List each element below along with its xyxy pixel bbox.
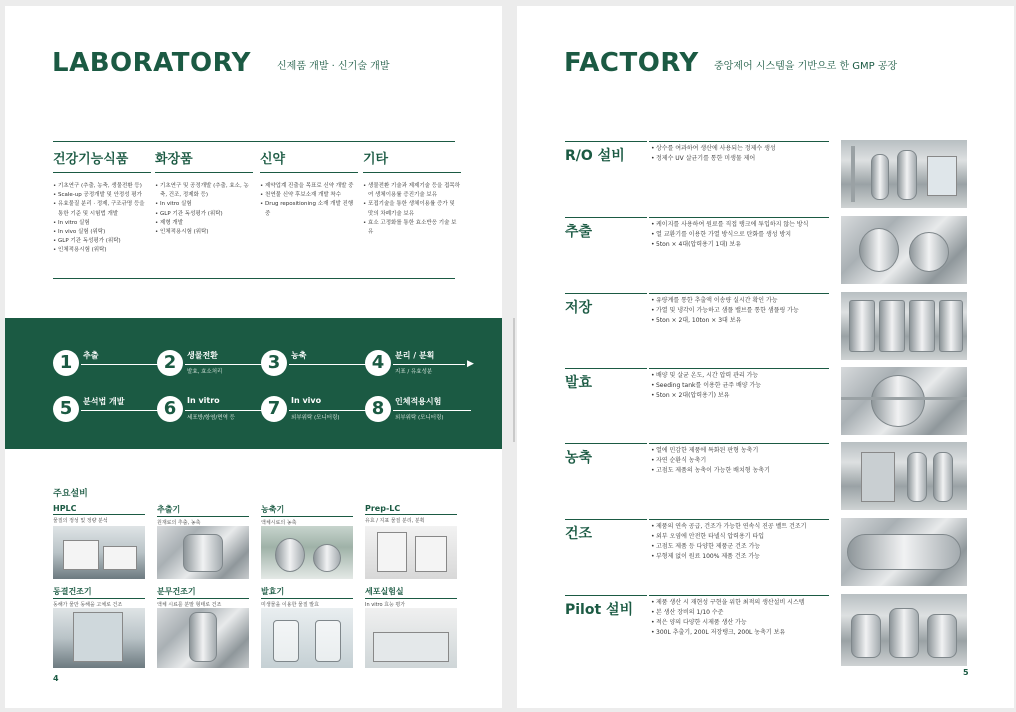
category-item: • 인체적용시험 (위탁): [155, 228, 253, 237]
factory-row: [565, 519, 965, 591]
category-item: • In vitro 실험: [53, 219, 151, 228]
equipment-card: [365, 504, 457, 584]
row-rule: [565, 443, 647, 444]
step-subtitle: 외부위탁 (모니터링): [395, 415, 444, 421]
freeze-dryer-photo: [53, 608, 145, 668]
equipment-name: HPLC: [53, 504, 145, 515]
page-number: 5: [963, 668, 969, 677]
category-column: [155, 148, 253, 237]
process-step: [53, 396, 163, 426]
row-rule: [565, 595, 647, 596]
step-connector: [81, 364, 159, 365]
row-item: • 본 생산 장비의 1/10 수준: [651, 608, 805, 618]
process-step: [261, 396, 371, 426]
row-rule: [565, 519, 647, 520]
category-column: [53, 148, 151, 256]
process-step: [365, 350, 475, 380]
equipment-description: 동해가 물만 동해을 고체로 건조: [53, 602, 123, 608]
equipment-name: Prep-LC: [365, 504, 457, 515]
page-number: 4: [53, 674, 59, 683]
step-number: 5: [53, 396, 79, 422]
step-number: 2: [157, 350, 183, 376]
row-item: • 상수를 여과하여 생산에 사용되는 정제수 생성: [651, 144, 776, 154]
left-page: [5, 6, 502, 708]
step-connector: [393, 364, 465, 365]
category-item: • 인체적용시험 (위탁): [53, 246, 151, 255]
spray-dryer-photo: [157, 608, 249, 668]
equipment-name: 발효기: [261, 586, 353, 599]
page-subtitle: 중앙제어 시스템을 기반으로 한 GMP 공장: [714, 61, 898, 72]
step-subtitle: 지표 / 유효성분: [395, 369, 433, 375]
category-item: • 천연물 신약 후보소재 개발 착수: [260, 191, 358, 200]
category-item: • 생물전환 기술과 제제기술 등을 접목하여 생체이용률 증진기술 보유: [363, 182, 461, 200]
category-column: [363, 148, 461, 237]
row-item: • 고점도 제품의 농축이 가능한 배치형 농축기: [651, 466, 770, 476]
row-item: • 가열 및 냉각이 가능하고 샘플 밸브를 통한 샘플링 가능: [651, 306, 799, 316]
category-item: • GLP 기관 독성평가 (위탁): [155, 210, 253, 219]
step-connector: [393, 410, 471, 411]
step-title: 추출: [83, 351, 99, 360]
dryer-photo: [841, 518, 967, 586]
row-item: • 부형제 없이 원료 100% 제품 건조 가능: [651, 552, 806, 562]
hplc-photo: [53, 526, 145, 579]
step-connector: [185, 364, 263, 365]
factory-row: [565, 217, 965, 289]
row-item: • 고점도 제품 등 다양한 제품군 건조 가능: [651, 542, 806, 552]
row-item: • 자연 순환식 농축기: [651, 456, 770, 466]
process-step: [157, 396, 267, 426]
equipment-card: [53, 586, 145, 666]
equipment-description: 액체시료의 농축: [261, 520, 297, 526]
equipment-card: [53, 504, 145, 584]
equipment-name: 세포실험실: [365, 586, 457, 599]
step-connector: [289, 364, 367, 365]
row-item: • 열에 민감한 제품에 특화된 판형 농축기: [651, 446, 770, 456]
row-rule: [649, 293, 829, 294]
equipment-description: 물질의 정성 및 정량 분석: [53, 518, 108, 524]
category-title: 기타: [363, 148, 461, 173]
process-step: [365, 396, 475, 426]
category-title: 화장품: [155, 148, 253, 173]
factory-row: [565, 368, 965, 440]
concentration-photo: [841, 442, 967, 510]
category-item: • 유효물질 분리 · 정제, 구조규명 등을 통한 기준 및 시험법 개발: [53, 200, 151, 218]
process-step: [157, 350, 267, 380]
equipment-heading: 주요설비: [53, 489, 88, 499]
row-rule: [649, 443, 829, 444]
pilot-equipment-photo: [841, 594, 967, 666]
category-item: • In vitro 실험: [155, 200, 253, 209]
step-subtitle: 세포방/항염/면역 등: [187, 415, 235, 421]
step-subtitle: 발효, 효소처리: [187, 369, 223, 375]
prep-lc-photo: [365, 526, 457, 579]
row-title: 추출: [565, 224, 593, 240]
process-band: [5, 318, 502, 449]
process-step: [53, 350, 163, 380]
category-item: • 제형 개발: [155, 219, 253, 228]
equipment-card: [261, 504, 353, 584]
step-number: 6: [157, 396, 183, 422]
category-item: • Scale-up 공정개발 및 안정성 평가: [53, 191, 151, 200]
factory-row: [565, 293, 965, 365]
equipment-name: 농축기: [261, 504, 353, 517]
equipment-description: In vitro 효능 평가: [365, 602, 406, 608]
step-connector: [289, 410, 367, 411]
row-rule: [649, 595, 829, 596]
row-item: • 유량계를 통한 추출액 이송량 실시간 확인 가능: [651, 296, 799, 306]
step-title: 인체적용시험: [395, 397, 442, 406]
row-item: • 열 교환기를 이용한 가열 방식으로 탄화를 생성 방지: [651, 230, 808, 240]
factory-row: [565, 141, 965, 213]
storage-tank-photo: [841, 292, 967, 360]
arrow-right-icon: ▶: [467, 359, 474, 369]
row-rule: [649, 519, 829, 520]
step-title: 분석법 개발: [83, 397, 125, 406]
equipment-name: 분무건조기: [157, 586, 249, 599]
row-rule: [565, 293, 647, 294]
row-title: Pilot 설비: [565, 602, 634, 618]
row-rule: [565, 217, 647, 218]
extraction-photo: [841, 216, 967, 284]
page-divider: [513, 318, 515, 442]
equipment-description: 유효 / 지표 물질 분리, 분획: [365, 518, 425, 524]
category-item: • Drug repositioning 소재 개발 진행 중: [260, 200, 358, 218]
category-item: • In vivo 실험 (위탁): [53, 228, 151, 237]
category-item: • GLP 기관 독성평가 (위탁): [53, 237, 151, 246]
equipment-card: [157, 586, 249, 666]
step-connector: [81, 410, 159, 411]
row-item: • 제품 생산 시 재현성 구현을 위한 최적의 생산설비 시스템: [651, 598, 805, 608]
category-top-rule: [53, 141, 455, 142]
category-item: • 효소 고정화를 통한 효소반응 기술 보유: [363, 219, 461, 237]
equipment-description: 액체 시료를 분말 형태로 건조: [157, 602, 222, 608]
process-step: [261, 350, 371, 380]
equipment-description: 원재료의 추출, 농축: [157, 520, 201, 526]
fermenter-photo: [261, 608, 353, 668]
row-title: 저장: [565, 300, 593, 316]
category-item: • 포접기술을 통한 생체이용률 증가 및 맛의 차폐기술 보유: [363, 200, 461, 218]
equipment-card: [157, 504, 249, 584]
factory-row: [565, 443, 965, 515]
row-item: • 배양 및 살균 온도, 시간 압력 관리 가능: [651, 371, 761, 381]
row-item: • 5ton × 4대(압력용기 1대) 보유: [651, 240, 808, 250]
row-title: 농축: [565, 450, 593, 466]
step-number: 1: [53, 350, 79, 376]
row-rule: [649, 217, 829, 218]
step-subtitle: 외부위탁 (모니터링): [291, 415, 340, 421]
step-connector: [185, 410, 263, 411]
page-title: FACTORY: [564, 48, 699, 78]
category-item: • 기초연구 및 공정개발 (추출, 효소, 농축, 건조, 정제화 등): [155, 182, 253, 200]
equipment-name: 추출기: [157, 504, 249, 517]
row-item: • 케이지를 사용하여 원료를 직접 탱크에 투입하지 않는 방식: [651, 220, 808, 230]
equipment-card: [261, 586, 353, 666]
ro-equipment-photo: [841, 140, 967, 208]
category-column: [260, 148, 358, 219]
row-rule: [649, 141, 829, 142]
extractor-photo: [157, 526, 249, 579]
row-title: 발효: [565, 375, 593, 391]
category-title: 신약: [260, 148, 358, 173]
step-title: In vivo: [291, 396, 322, 405]
step-title: In vitro: [187, 396, 220, 405]
step-number: 4: [365, 350, 391, 376]
row-item: • Seeding tank를 이용한 균주 배양 가능: [651, 381, 761, 391]
equipment-description: 미생물을 이용한 물질 발효: [261, 602, 319, 608]
category-item: • 제약업계 진출을 목표로 신약 개발 중: [260, 182, 358, 191]
row-item: • 300L 추출기, 200L 저장탱크, 200L 농축기 보유: [651, 628, 805, 638]
row-item: • 외부 오염에 안전한 타넬식 압력용기 타입: [651, 532, 806, 542]
row-item: • 5ton × 2대(압력용기) 보유: [651, 391, 761, 401]
page-subtitle: 신제품 개발 · 신기술 개발: [277, 61, 390, 72]
row-rule: [565, 368, 647, 369]
row-item: • 제품의 연속 공급, 건조가 가능한 연속식 진공 벨트 건조기: [651, 522, 806, 532]
factory-row: [565, 595, 965, 667]
fermentation-photo: [841, 367, 967, 435]
concentrator-photo: [261, 526, 353, 579]
category-title: 건강기능식품: [53, 148, 151, 173]
cell-lab-photo: [365, 608, 457, 668]
equipment-name: 동결건조기: [53, 586, 145, 599]
step-title: 분리 / 분획: [395, 351, 435, 360]
step-title: 생물전환: [187, 351, 218, 360]
step-number: 7: [261, 396, 287, 422]
step-number: 3: [261, 350, 287, 376]
row-title: R/O 설비: [565, 148, 625, 164]
right-page: [517, 6, 1014, 708]
row-title: 건조: [565, 526, 593, 542]
row-rule: [649, 368, 829, 369]
page-title: LABORATORY: [52, 48, 251, 78]
equipment-card: [365, 586, 457, 666]
step-title: 농축: [291, 351, 307, 360]
category-item: • 기초연구 (추출, 농축, 생물전환 등): [53, 182, 151, 191]
row-item: • 5ton × 2대, 10ton × 3대 보유: [651, 316, 799, 326]
row-item: • 적은 양의 다양한 시제품 생산 가능: [651, 618, 805, 628]
category-bottom-rule: [53, 278, 455, 279]
row-rule: [565, 141, 647, 142]
row-item: • 정제수 UV 살균기를 통한 미생물 제어: [651, 154, 776, 164]
step-number: 8: [365, 396, 391, 422]
